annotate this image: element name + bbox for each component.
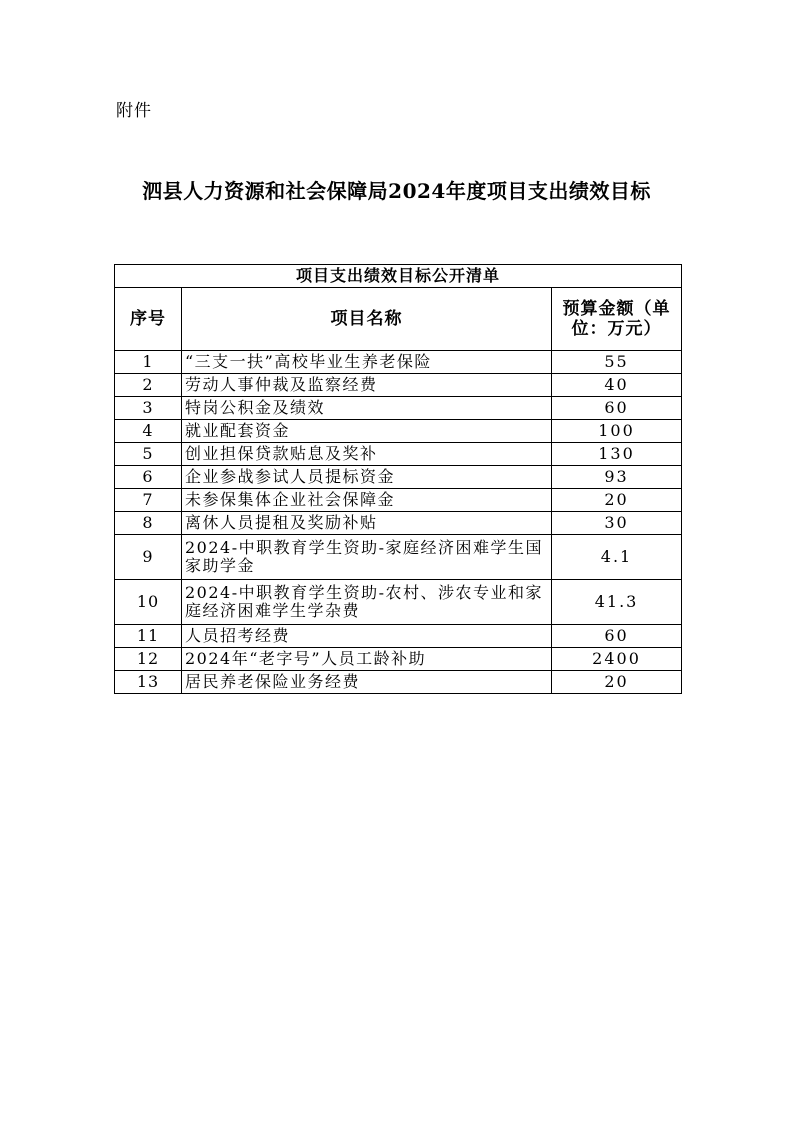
cell-name: 未参保集体企业社会保障金 [182, 489, 552, 512]
header-amount: 预算金额（单位：万元） [552, 288, 682, 351]
cell-seq: 12 [115, 648, 182, 671]
cell-seq: 1 [115, 351, 182, 374]
cell-seq: 8 [115, 512, 182, 535]
cell-amount: 40 [552, 374, 682, 397]
cell-amount: 60 [552, 625, 682, 648]
cell-amount: 60 [552, 397, 682, 420]
cell-seq: 9 [115, 535, 182, 580]
cell-seq: 11 [115, 625, 182, 648]
table-row [115, 351, 682, 374]
cell-name: 就业配套资金 [182, 420, 552, 443]
cell-seq: 5 [115, 443, 182, 466]
table-caption-row [115, 265, 682, 288]
cell-seq: 13 [115, 671, 182, 694]
table-row [115, 397, 682, 420]
cell-name: 2024-中职教育学生资助-农村、涉农专业和家庭经济困难学生学杂费 [182, 580, 552, 625]
table-row [115, 489, 682, 512]
cell-amount: 93 [552, 466, 682, 489]
cell-amount: 4.1 [552, 535, 682, 580]
table-caption: 项目支出绩效目标公开清单 [115, 265, 682, 288]
cell-amount: 20 [552, 671, 682, 694]
cell-amount: 2400 [552, 648, 682, 671]
cell-amount: 130 [552, 443, 682, 466]
cell-amount: 100 [552, 420, 682, 443]
cell-name: “三支一扶”高校毕业生养老保险 [182, 351, 552, 374]
table-row [115, 374, 682, 397]
cell-amount: 55 [552, 351, 682, 374]
cell-amount: 41.3 [552, 580, 682, 625]
page-title: 泗县人力资源和社会保障局2024年度项目支出绩效目标 [142, 179, 651, 203]
cell-seq: 4 [115, 420, 182, 443]
cell-name: 企业参战参试人员提标资金 [182, 466, 552, 489]
table-row [115, 625, 682, 648]
cell-seq: 2 [115, 374, 182, 397]
cell-name: 特岗公积金及绩效 [182, 397, 552, 420]
table-header-row [115, 288, 682, 351]
table-row [115, 648, 682, 671]
table-row [115, 420, 682, 443]
cell-seq: 6 [115, 466, 182, 489]
table-row [115, 466, 682, 489]
cell-name: 人员招考经费 [182, 625, 552, 648]
cell-amount: 20 [552, 489, 682, 512]
table-row [115, 671, 682, 694]
table-row [115, 580, 682, 625]
budget-table [114, 264, 682, 694]
table-row [115, 535, 682, 580]
cell-name: 2024年“老字号”人员工龄补助 [182, 648, 552, 671]
cell-amount: 30 [552, 512, 682, 535]
cell-seq: 10 [115, 580, 182, 625]
table-row [115, 512, 682, 535]
cell-seq: 7 [115, 489, 182, 512]
table-row [115, 443, 682, 466]
cell-name: 居民养老保险业务经费 [182, 671, 552, 694]
cell-name: 创业担保贷款贴息及奖补 [182, 443, 552, 466]
cell-name: 劳动人事仲裁及监察经费 [182, 374, 552, 397]
cell-name: 离休人员提租及奖励补贴 [182, 512, 552, 535]
header-seq: 序号 [115, 288, 182, 351]
attachment-label: 附件 [116, 101, 152, 121]
cell-seq: 3 [115, 397, 182, 420]
cell-name: 2024-中职教育学生资助-家庭经济困难学生国家助学金 [182, 535, 552, 580]
header-name: 项目名称 [182, 288, 552, 351]
